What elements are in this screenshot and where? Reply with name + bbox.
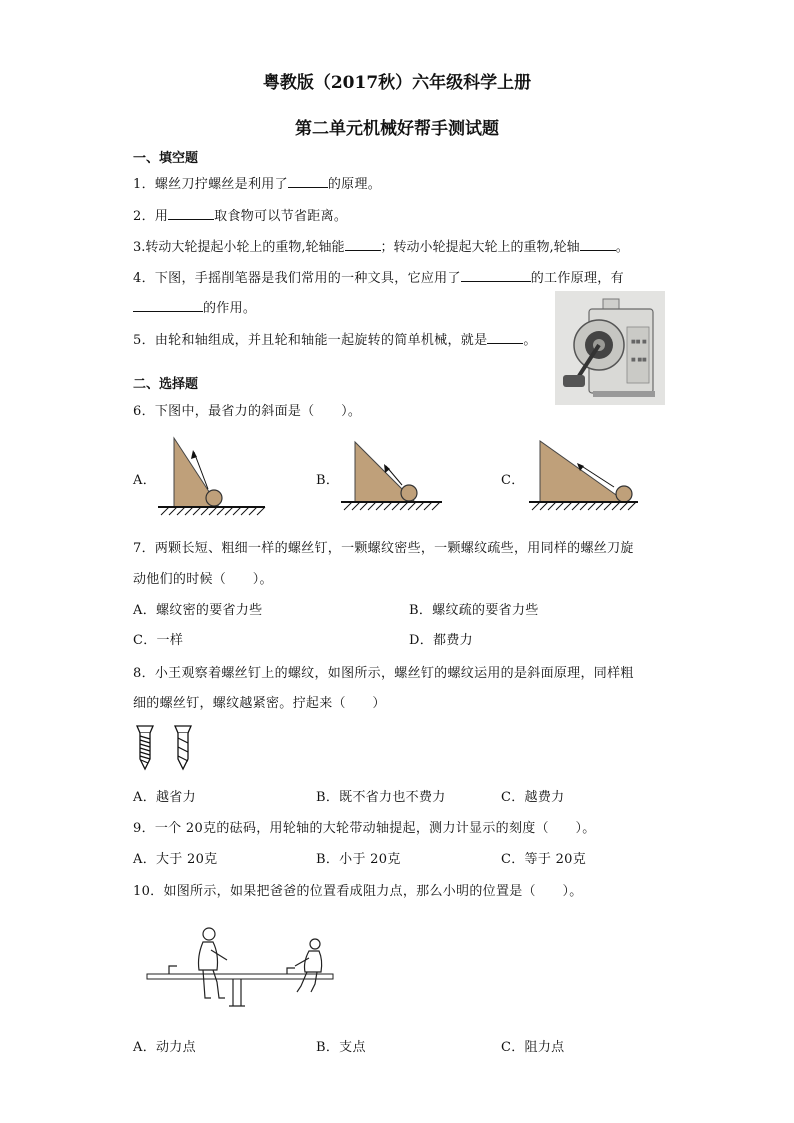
question-1-text-post: 的原理。 <box>327 177 382 192</box>
slope-figure-b <box>338 432 448 520</box>
section-fill-blank-heading: 一、填空题 <box>133 151 199 166</box>
q10-option-a[interactable]: A．动力点 <box>133 1040 196 1055</box>
option-c-label: C． <box>501 473 525 488</box>
q8-option-a[interactable]: A．越省力 <box>133 790 196 805</box>
q9-option-c[interactable]: C．等于 20克 <box>501 852 587 867</box>
doc-subtitle: 第二单元机械好帮手测试题 <box>295 119 499 139</box>
answer-blank[interactable] <box>345 239 381 251</box>
answer-blank[interactable] <box>580 239 616 251</box>
question-3 <box>133 236 629 255</box>
question-4-line-1 <box>133 267 624 286</box>
section-multiple-choice-heading: 二、选择题 <box>133 377 199 392</box>
slope-figure-c <box>526 432 644 520</box>
pencil-sharpener-image <box>555 291 665 405</box>
question-7-line-2: 动他们的时候（ ）。 <box>133 572 273 587</box>
q10-option-c[interactable]: C．阻力点 <box>501 1040 565 1055</box>
question-5-text-post: 。 <box>523 333 537 348</box>
option-a-label: A． <box>133 473 156 488</box>
seesaw-figure <box>145 922 335 1010</box>
q10-option-b[interactable]: B．支点 <box>316 1040 366 1055</box>
slope-figure-a <box>155 432 270 520</box>
question-4-text-post: 的作用。 <box>203 301 257 316</box>
question-2-text-pre: 2．用 <box>133 209 169 224</box>
svg-text:■ ■■: ■ ■■ <box>631 357 647 363</box>
question-4-text-pre: 4．下图，手摇削笔器是我们常用的一种文具，它应用了 <box>133 271 461 286</box>
q7-option-a[interactable]: A．螺纹密的要省力些 <box>133 603 263 618</box>
doc-title: 粤教版（2017秋）六年级科学上册 <box>262 73 532 93</box>
answer-blank[interactable] <box>288 176 328 188</box>
answer-blank[interactable] <box>168 208 214 220</box>
question-7-line-1: 7．两颗长短、粗细一样的螺丝钉，一颗螺纹密些，一颗螺纹疏些，用同样的螺丝刀旋 <box>133 541 634 556</box>
answer-blank[interactable] <box>461 270 531 282</box>
question-5 <box>133 329 537 348</box>
question-8-line-2: 细的螺丝钉，螺纹越紧密。拧起来（ ） <box>133 696 386 711</box>
q7-option-b[interactable]: B．螺纹疏的要省力些 <box>409 603 539 618</box>
q8-option-c[interactable]: C．越费力 <box>501 790 565 805</box>
screws-figure <box>133 722 203 772</box>
question-3-text-pre: 3.转动大轮提起小轮上的重物,轮轴能 <box>133 240 345 255</box>
question-1-text-pre: 1．螺丝刀拧螺丝是利用了 <box>133 177 288 192</box>
answer-blank[interactable] <box>133 300 203 312</box>
q7-option-d[interactable]: D．都费力 <box>409 633 473 648</box>
svg-text:■■ ■: ■■ ■ <box>631 339 647 345</box>
question-6: 6．下图中，最省力的斜面是（ ）。 <box>133 404 362 419</box>
question-4-text-mid: 的工作原理，有 <box>530 271 624 286</box>
q9-option-a[interactable]: A．大于 20克 <box>133 852 218 867</box>
question-9: 9．一个 20克的砝码，用轮轴的大轮带动轴提起，测力计显示的刻度（ ）。 <box>133 821 596 836</box>
question-2 <box>133 205 347 224</box>
q7-option-c[interactable]: C．一样 <box>133 633 184 648</box>
question-1 <box>133 173 381 192</box>
question-2-text-post: 取食物可以节省距离。 <box>214 209 348 224</box>
answer-blank[interactable] <box>487 332 523 344</box>
q8-option-b[interactable]: B．既不省力也不费力 <box>316 790 446 805</box>
question-3-text-post: 。 <box>615 240 629 255</box>
question-5-text-pre: 5．由轮和轴组成，并且轮和轴能一起旋转的简单机械，就是 <box>133 333 488 348</box>
question-3-text-mid: ；转动小轮提起大轮上的重物,轮轴 <box>380 240 580 255</box>
q9-option-b[interactable]: B．小于 20克 <box>316 852 401 867</box>
question-8-line-1: 8．小王观察着螺丝钉上的螺纹，如图所示，螺丝钉的螺纹运用的是斜面原理，同样粗 <box>133 666 634 681</box>
question-4-line-2 <box>133 297 256 316</box>
option-b-label: B． <box>316 473 340 488</box>
question-10: 10．如图所示，如果把爸爸的位置看成阻力点，那么小明的位置是（ ）。 <box>133 884 583 899</box>
